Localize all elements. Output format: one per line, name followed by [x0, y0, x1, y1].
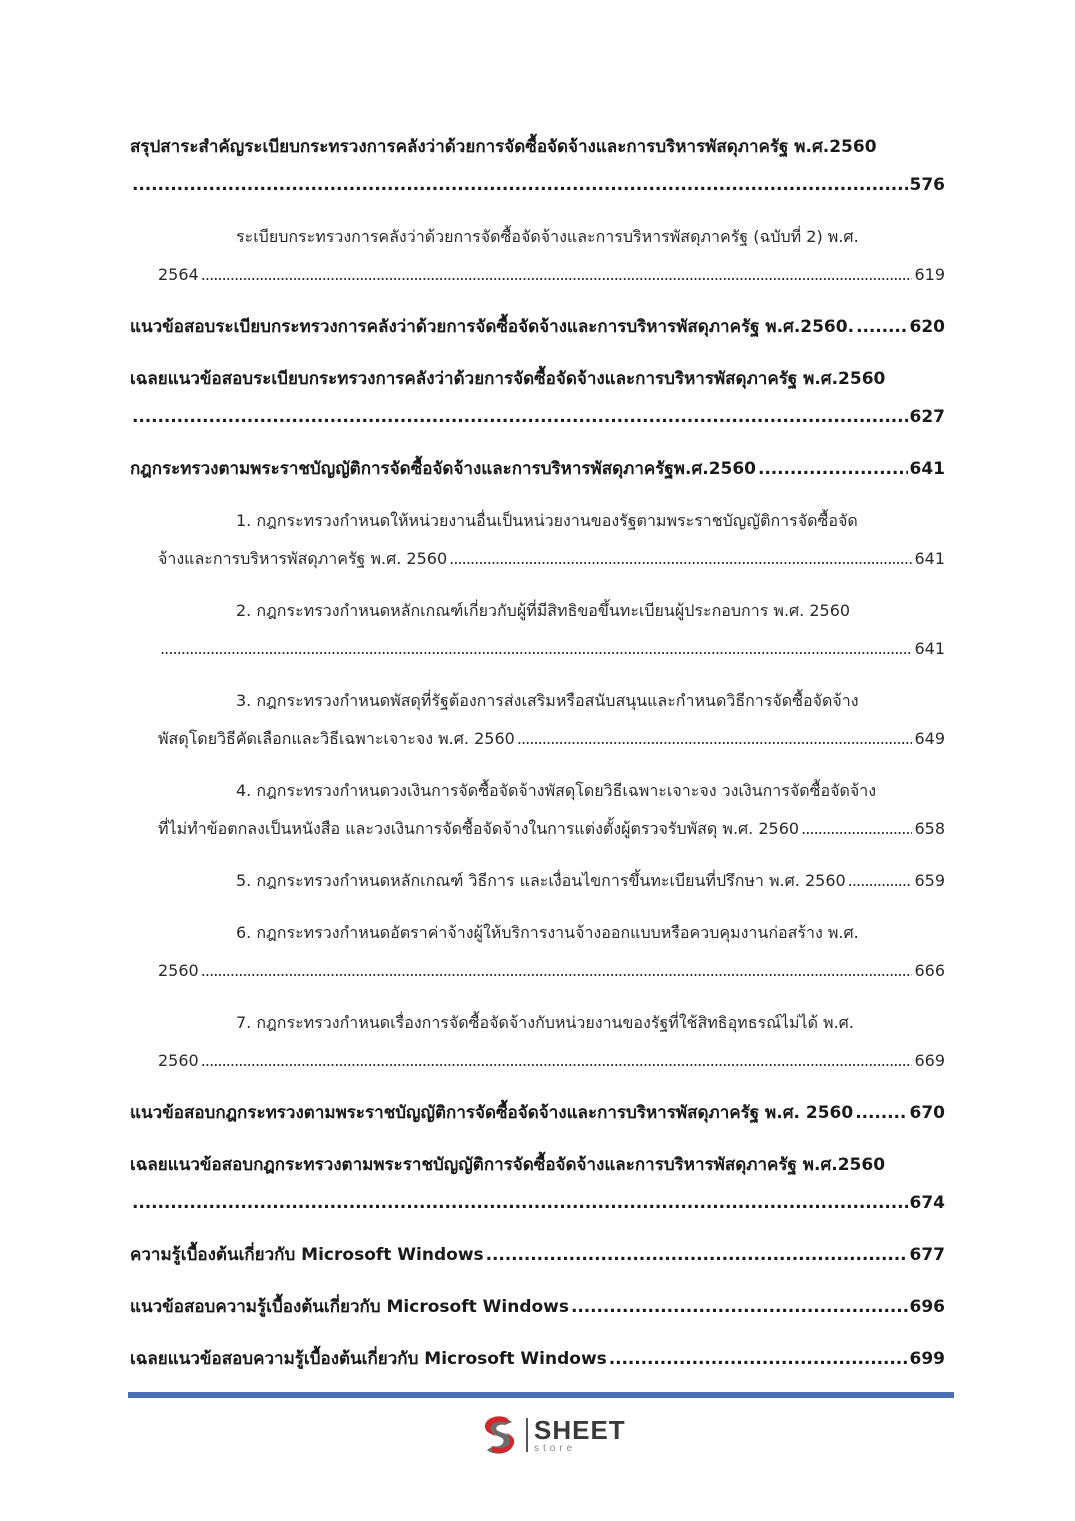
- toc-entry: [130, 1146, 945, 1222]
- toc-entry-title: แนวข้อสอบกฎกระทรวงตามพระราชบัญญัติการจัดซื้อจัดจ้างและการบริหารพัสดุภาครัฐ พ.ศ. 2560: [130, 1103, 854, 1123]
- toc-subentry: [130, 592, 945, 668]
- logo-text: [534, 1414, 626, 1454]
- toc-page-number: 669: [914, 1051, 945, 1070]
- toc-entry-title: พัสดุโดยวิธีคัดเลือกและวิธีเฉพาะเจาะจง พ.ศ. 2560: [158, 729, 515, 748]
- toc-subentry: [130, 682, 945, 758]
- toc-page-number: 696: [909, 1297, 945, 1317]
- toc-entry: [130, 450, 945, 488]
- sheet-store-logo: [478, 1412, 628, 1458]
- toc-entry-title: เฉลยแนวข้อสอบกฎกระทรวงตามพระราชบัญญัติการจัดซื้อจัดจ้างและการบริหารพัสดุภาครัฐ พ.ศ.2560: [130, 1155, 886, 1175]
- toc-entry: [130, 1340, 945, 1378]
- toc-entry: [130, 1094, 945, 1132]
- toc-entry-title: 2564: [158, 265, 199, 284]
- toc-entry-title: 6. กฎกระทรวงกำหนดอัตราค่าจ้างผู้ให้บริการงานจ้างออกแบบหรือควบคุมงานก่อสร้าง พ.ศ.: [236, 923, 859, 942]
- dot-leader: [758, 450, 907, 488]
- toc-page-number: 576: [909, 175, 945, 195]
- toc-entry: [130, 308, 945, 346]
- toc-entry-title: สรุปสาระสำคัญระเบียบกระทรวงการคลังว่าด้วยการจัดซื้อจัดจ้างและการบริหารพัสดุภาครัฐ พ.ศ.2560: [130, 137, 877, 157]
- toc-entry-title: 3. กฎกระทรวงกำหนดพัสดุที่รัฐต้องการส่งเสริมหรือสนับสนุนและกำหนดวิธีการจัดซื้อจัดจ้าง: [236, 691, 859, 710]
- dot-leader: [201, 256, 913, 294]
- table-of-contents: [130, 128, 945, 1378]
- toc-entry: [130, 1288, 945, 1326]
- toc-page-number: 677: [909, 1245, 945, 1265]
- toc-entry-title: เฉลยแนวข้อสอบความรู้เบื้องต้นเกี่ยวกับ Microsoft Windows: [130, 1349, 607, 1369]
- toc-entry-title: ที่ไม่ทำข้อตกลงเป็นหนังสือ และวงเงินการจัดซื้อจัดจ้างในการแต่งตั้งผู้ตรวจรับพัสดุ พ.ศ. 2560: [158, 819, 800, 838]
- toc-page-number: 641: [914, 549, 945, 568]
- dot-leader: [201, 952, 913, 990]
- toc-subentry: [130, 772, 945, 848]
- toc-entry-title: 5. กฎกระทรวงกำหนดหลักเกณฑ์ วิธีการ และเงื่อนไขการขึ้นทะเบียนที่ปรึกษา พ.ศ. 2560: [236, 871, 846, 890]
- toc-entry: [130, 1236, 945, 1274]
- toc-page-number: 674: [909, 1193, 945, 1213]
- toc-entry-title: 2. กฎกระทรวงกำหนดหลักเกณฑ์เกี่ยวกับผู้ที่มีสิทธิขอขึ้นทะเบียนผู้ประกอบการ พ.ศ. 2560: [236, 601, 851, 620]
- logo-word: SHEET: [534, 1414, 626, 1445]
- toc-page-number: 619: [914, 265, 945, 284]
- dot-leader: [571, 1288, 908, 1326]
- toc-page-number: 641: [909, 459, 945, 479]
- toc-page-number: 658: [914, 819, 945, 838]
- toc-page-number: 649: [914, 729, 945, 748]
- toc-entry-title: 4. กฎกระทรวงกำหนดวงเงินการจัดซื้อจัดจ้างพัสดุโดยวิธีเฉพาะเจาะจง วงเงินการจัดซื้อจัดจ้าง: [236, 781, 877, 800]
- dot-leader: [201, 1042, 913, 1080]
- toc-subentry: [130, 914, 945, 990]
- toc-page-number: 670: [909, 1103, 945, 1123]
- toc-subentry: [130, 218, 945, 294]
- toc-page-number: 641: [914, 639, 945, 658]
- dot-leader: [848, 862, 913, 900]
- toc-entry-title: แนวข้อสอบความรู้เบื้องต้นเกี่ยวกับ Microsoft Windows: [130, 1297, 569, 1317]
- dot-leader: [856, 308, 907, 346]
- logo-subword: store: [534, 1442, 577, 1454]
- toc-subentry: [130, 1004, 945, 1080]
- toc-subentry: [130, 862, 945, 900]
- toc-entry-title: ความรู้เบื้องต้นเกี่ยวกับ Microsoft Windows: [130, 1245, 484, 1265]
- toc-page-number: 659: [914, 871, 945, 890]
- dot-leader: [160, 630, 912, 668]
- toc-entry: [130, 128, 945, 204]
- dot-leader: [517, 720, 913, 758]
- toc-entry-title: 2560: [158, 1051, 199, 1070]
- toc-entry-title: กฎกระทรวงตามพระราชบัญญัติการจัดซื้อจัดจ้างและการบริหารพัสดุภาครัฐพ.ศ.2560: [130, 459, 757, 479]
- dot-leader: [132, 1184, 908, 1222]
- toc-page-number: 620: [909, 317, 945, 337]
- dot-leader: [609, 1340, 908, 1378]
- toc-entry-title: แนวข้อสอบระเบียบกระทรวงการคลังว่าด้วยการจัดซื้อจัดจ้างและการบริหารพัสดุภาครัฐ พ.ศ.2560.: [130, 317, 855, 337]
- toc-entry-title: 7. กฎกระทรวงกำหนดเรื่องการจัดซื้อจัดจ้างกับหน่วยงานของรัฐที่ใช้สิทธิอุทธรณ์ไม่ได้ พ.ศ.: [236, 1013, 854, 1032]
- toc-page-number: 627: [909, 407, 945, 427]
- dot-leader: [855, 1094, 907, 1132]
- dot-leader: [132, 166, 908, 204]
- toc-page-number: 666: [914, 961, 945, 980]
- toc-entry-title: เฉลยแนวข้อสอบระเบียบกระทรวงการคลังว่าด้วยการจัดซื้อจัดจ้างและการบริหารพัสดุภาครัฐ พ.ศ.2560: [130, 369, 886, 389]
- toc-entry-title: 1. กฎกระทรวงกำหนดให้หน่วยงานอื่นเป็นหน่วยงานของรัฐตามพระราชบัญญัติการจัดซื้อจัด: [236, 511, 858, 530]
- dot-leader: [132, 398, 908, 436]
- dot-leader: [449, 540, 912, 578]
- toc-entry-title: จ้างและการบริหารพัสดุภาครัฐ พ.ศ. 2560: [158, 549, 448, 568]
- dot-leader: [486, 1236, 908, 1274]
- toc-entry: [130, 360, 945, 436]
- logo-separator: [526, 1418, 528, 1452]
- toc-page-number: 699: [909, 1349, 945, 1369]
- toc-subentry: [130, 502, 945, 578]
- toc-entry-title: 2560: [158, 961, 199, 980]
- footer-divider: [128, 1392, 954, 1398]
- dot-leader: [801, 810, 912, 848]
- sheet-store-s-icon: [478, 1413, 522, 1457]
- toc-entry-title: ระเบียบกระทรวงการคลังว่าด้วยการจัดซื้อจัดจ้างและการบริหารพัสดุภาครัฐ (ฉบับที่ 2) พ.ศ.: [236, 227, 859, 246]
